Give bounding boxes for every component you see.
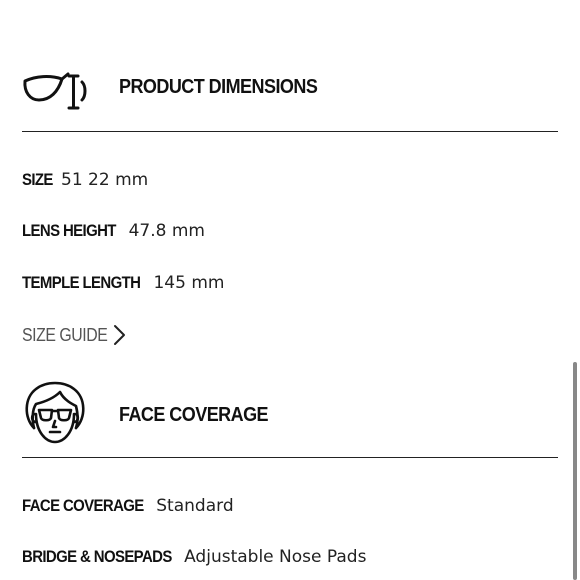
spec-value: Standard [156, 496, 234, 516]
spec-value: 51 22 mm [61, 170, 149, 190]
size-guide-label: SIZE GUIDE [22, 324, 108, 345]
spec-label: LENS HEIGHT [22, 221, 116, 240]
divider [22, 131, 558, 132]
chevron-right-icon [112, 324, 126, 351]
section-title-product-dimensions: PRODUCT DIMENSIONS [119, 76, 318, 98]
spec-row-temple-length [22, 273, 224, 293]
spec-label: BRIDGE & NOSEPADS [22, 547, 172, 566]
size-guide-link[interactable] [22, 322, 119, 348]
spec-row-lens-height [22, 221, 205, 241]
spec-label: TEMPLE LENGTH [22, 273, 141, 292]
face-with-glasses-icon [22, 380, 88, 453]
divider [22, 457, 558, 458]
spec-label: FACE COVERAGE [22, 496, 144, 515]
spec-value: 145 mm [153, 273, 225, 293]
glasses-measure-icon [22, 70, 90, 115]
section-title-face-coverage: FACE COVERAGE [119, 404, 269, 426]
spec-row-face-coverage [22, 496, 234, 516]
scrollbar[interactable] [573, 362, 577, 580]
spec-row-size [22, 170, 148, 190]
spec-row-bridge-nosepads [22, 547, 366, 567]
spec-value: 47.8 mm [128, 221, 205, 241]
face-coverage-header [22, 380, 558, 450]
spec-value: Adjustable Nose Pads [184, 547, 367, 567]
spec-label: SIZE [22, 170, 53, 189]
product-dimensions-header [22, 66, 558, 114]
